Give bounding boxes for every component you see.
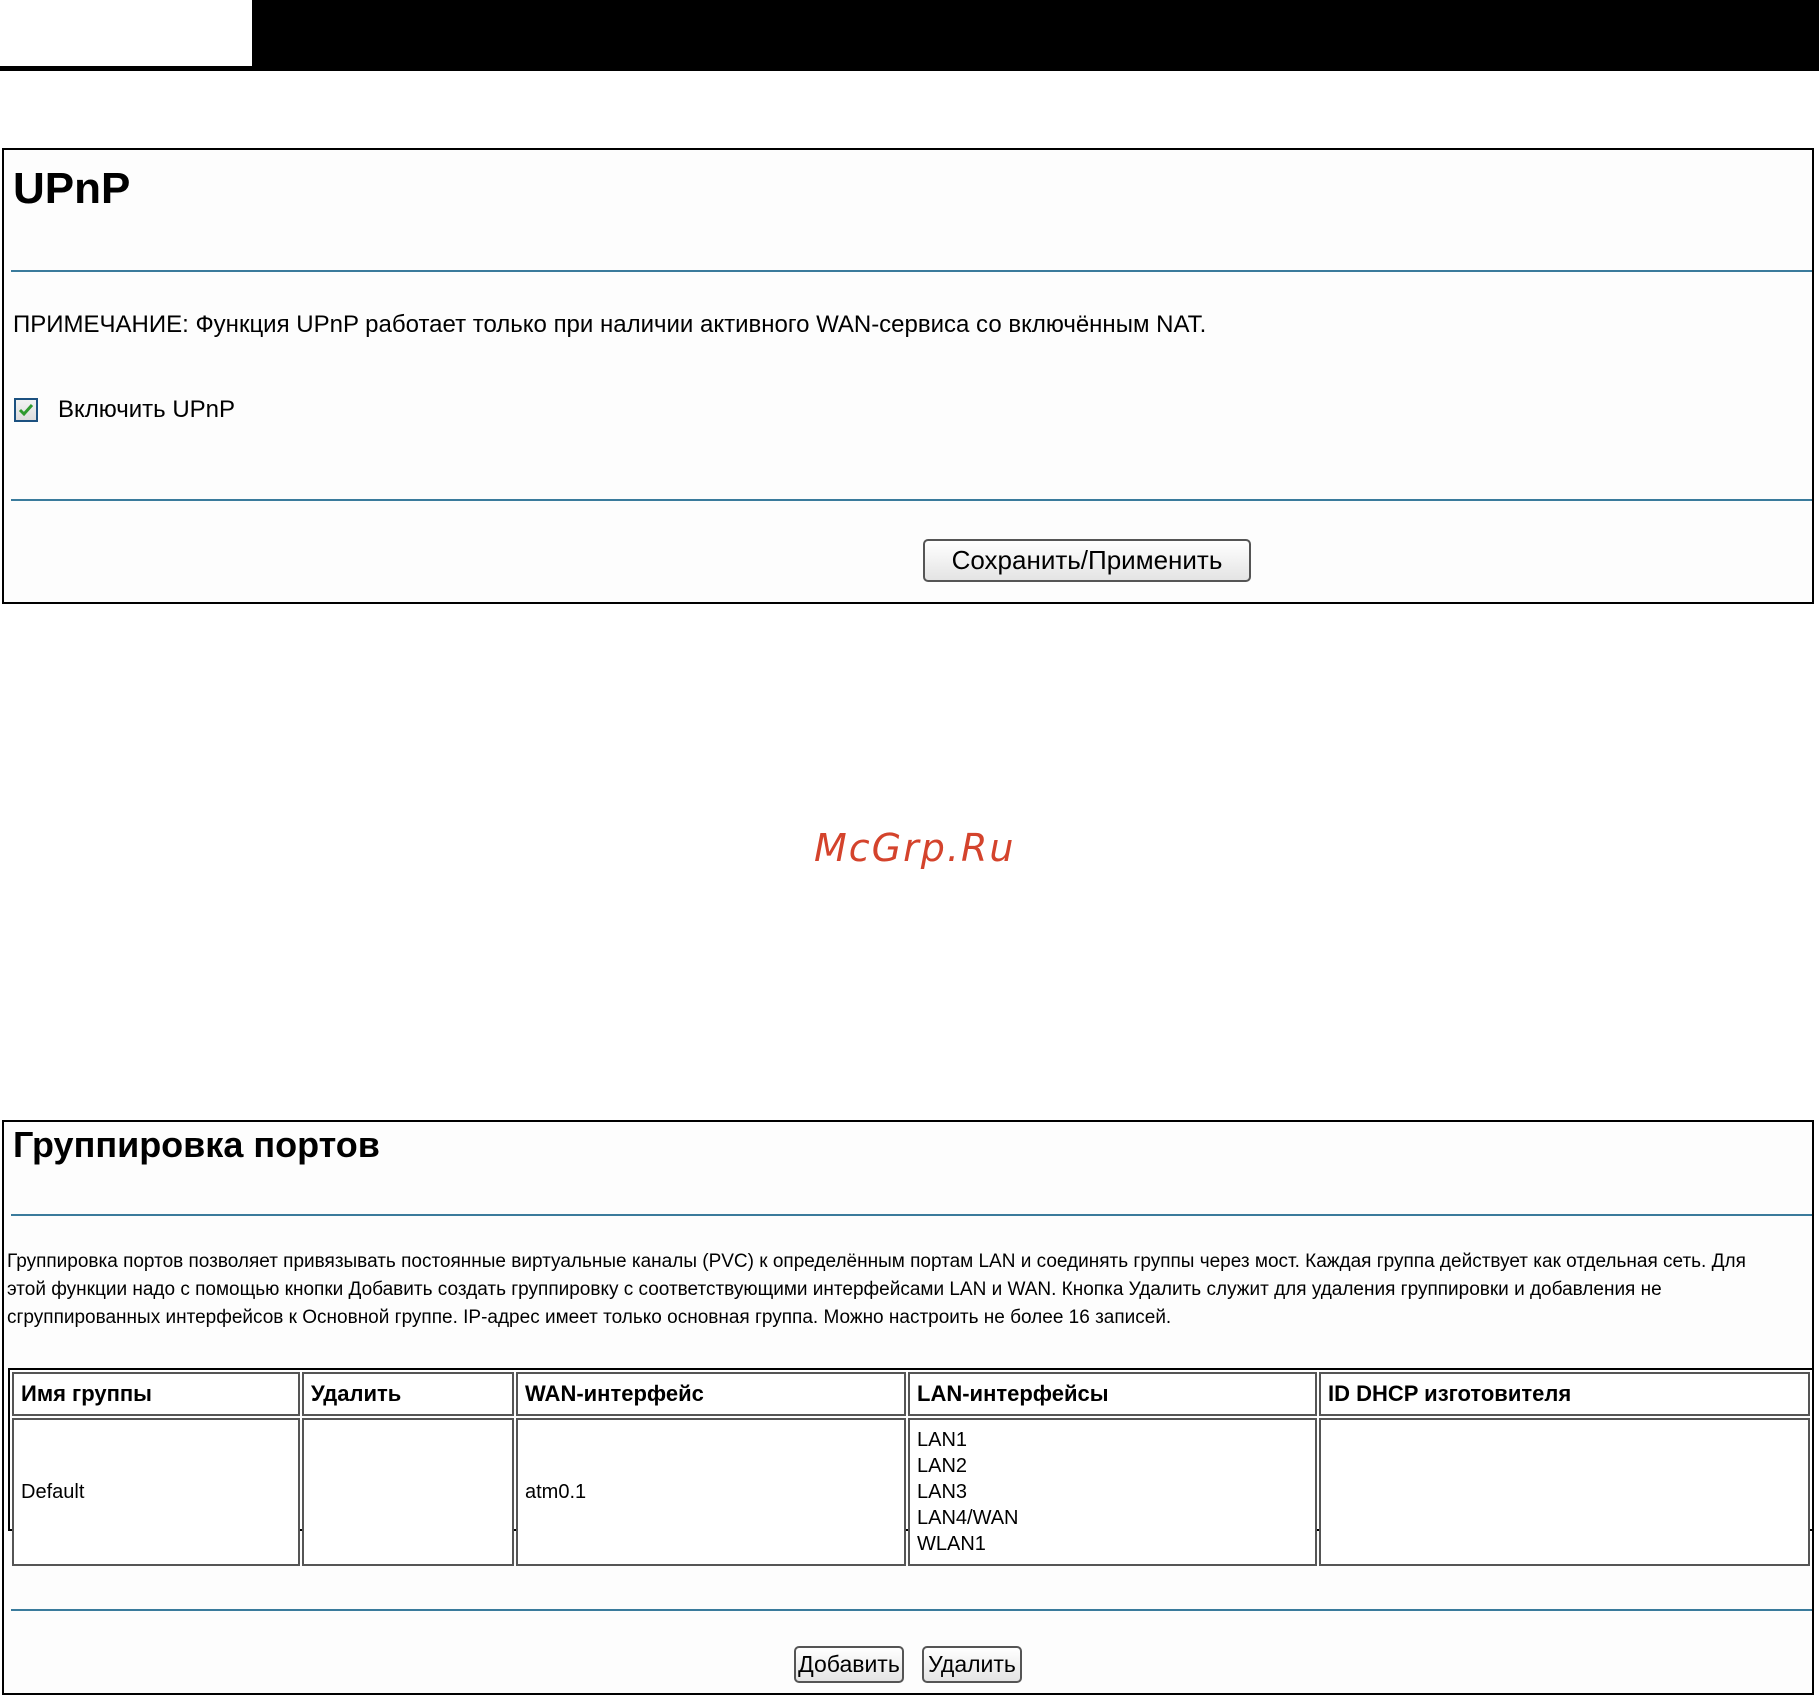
enable-upnp-label: Включить UPnP [58, 396, 236, 423]
watermark: McGrp.Ru [814, 826, 1016, 870]
lan-interface-item: LAN1 [917, 1429, 968, 1451]
column-header-remove: Удалить [302, 1372, 514, 1416]
divider [11, 1214, 1812, 1216]
port-grouping-panel [2, 1120, 1814, 1695]
cell-dhcp-vendor-id [1319, 1418, 1810, 1566]
upnp-title: UPnP [13, 164, 131, 213]
cell-wan-interface: atm0.1 [516, 1418, 906, 1566]
table-row [12, 1418, 1810, 1566]
remove-button[interactable]: Удалить [922, 1646, 1022, 1683]
lan-interface-item: LAN3 [917, 1481, 968, 1503]
enable-upnp-row [14, 396, 235, 424]
lan-interface-item: LAN4/WAN [917, 1507, 1019, 1529]
group-table [8, 1368, 1814, 1555]
upnp-panel [2, 148, 1814, 604]
lan-interface-item: WLAN1 [917, 1533, 986, 1555]
table-header-row [12, 1372, 1810, 1416]
port-grouping-description: Группировка портов позволяет привязывать постоянные виртуальные каналы (PVC) к определённым портам LAN и соединять группы через мост. Каждая группа действует как отдельная сеть. Для этой функции надо с помощью кнопки Добавить создать группировку с соответствующими интерфейсами LAN и WAN. Кнопка Удалить служит для удаления группировки и добавления не сгруппированных интерфейсов к Основной группе. IP-адрес имеет только основная группа. Можно настроить не более 16 записей. [7, 1251, 1746, 1328]
column-header-wan-interface: WAN-интерфейс [516, 1372, 906, 1416]
divider [11, 1609, 1812, 1611]
divider [11, 270, 1812, 272]
column-header-dhcp-vendor-id: ID DHCP изготовителя [1319, 1372, 1810, 1416]
checkmark-icon [17, 401, 35, 419]
cell-lan-interfaces [908, 1418, 1317, 1566]
enable-upnp-checkbox[interactable] [14, 398, 38, 422]
column-header-group-name: Имя группы [12, 1372, 300, 1416]
header-underline [0, 66, 252, 71]
cell-remove [302, 1418, 514, 1566]
port-grouping-title: Группировка портов [13, 1124, 380, 1165]
lan-interface-item: LAN2 [917, 1455, 968, 1477]
column-header-lan-interfaces: LAN-интерфейсы [908, 1372, 1317, 1416]
divider [11, 499, 1812, 501]
save-apply-button[interactable]: Сохранить/Применить [923, 539, 1251, 582]
add-button[interactable]: Добавить [794, 1646, 904, 1683]
header-bar [252, 0, 1819, 71]
upnp-note: ПРИМЕЧАНИЕ: Функция UPnP работает только при наличии активного WAN-сервиса со включённым NAT. [13, 311, 1207, 338]
cell-group-name: Default [12, 1418, 300, 1566]
